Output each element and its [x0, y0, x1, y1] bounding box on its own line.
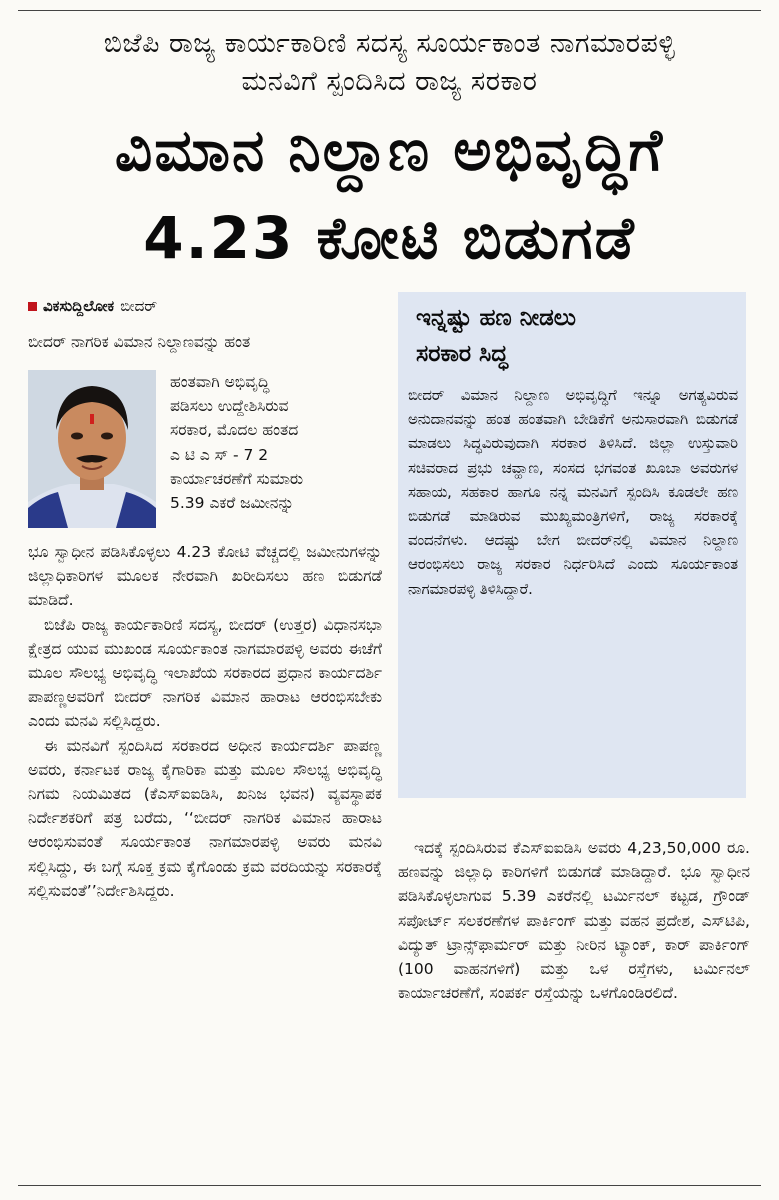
lead-wrap-line: ಎ ಟಿ ಎ ಸ್ - 7 2 — [170, 445, 269, 464]
paragraph-3: ಈ ಮನವಿಗೆ ಸ್ಪಂದಿಸಿದ ಸರಕಾರದ ಅಧೀನ ಕಾರ್ಯದರ್ಶಿ ಪಾಪಣ್ಣ ಅವರು, ಕರ್ನಾಟಕ ರಾಜ್ಯ ಕೈಗಾರಿಕಾ ಮತ್ತು ಮೂಲ ಸೌಲಭ್ಯ ಅಭಿವೃದ್ಧಿ ನಿಗಮ ನಿಯಮಿತದ (ಕೆಎಸ್ಐಐಡಿಸಿ, ಖನಿಜ ಭವನ) ವ್ಯವಸ್ಥಾಪಕ ನಿರ್ದೇಶಕರಿಗೆ ಪತ್ರ ಬರೆದು, ‘‘ಬೀದರ್ ನಾಗರಿಕ ವಿಮಾನ ಹಾರಾಟ ಆರಂಭಿಸುವಂತೆ ಸೂರ್ಯಕಾಂತ ನಾಗಮಾರಪಳ್ಳಿ ಅವರು ಮನವಿ ಸಲ್ಲಿಸಿದ್ದು, ಈ ಬಗ್ಗೆ ಸೂಕ್ತ ಕ್ರಮ ಕೈಗೊಂಡು ಕ್ರಮ ವರದಿಯನ್ನು ಸರಕಾರಕ್ಕೆ ಸಲ್ಲಿಸುವಂತೆ’’ನಿರ್ದೇಶಿಸಿದ್ದರು. — [28, 736, 382, 900]
sidebar-title-line-2: ಸರಕಾರ ಸಿದ್ಧ — [416, 341, 508, 367]
portrait-photo — [28, 370, 156, 528]
lead-wrap-line: ಸರಕಾರ, ಮೊದಲ ಹಂತದ — [170, 421, 299, 440]
lead-wrap-line: ಪಡಿಸಲು ಉದ್ದೇಶಿಸಿರುವ — [170, 397, 289, 416]
byline — [28, 296, 157, 316]
bullet-square-icon — [28, 302, 37, 311]
left-column-body — [28, 540, 382, 903]
lead-first-line: ಬೀದರ್ ನಾಗರಿಕ ವಿಮಾನ ನಿಲ್ದಾಣವನ್ನು ಹಂತ — [28, 333, 251, 351]
sidebar-title — [416, 300, 736, 372]
kicker-line-2: ಮನವಿಗೆ ಸ್ಪಂದಿಸಿದ ರಾಜ್ಯ ಸರಕಾರ — [241, 66, 538, 97]
right-column-body — [398, 836, 750, 1005]
paragraph-4: ಇದಕ್ಕೆ ಸ್ಪಂದಿಸಿರುವ ಕೆಎಸ್ಐಐಡಿಸಿ ಅವರು 4,23,50,000 ರೂ. ಹಣವನ್ನು ಜಿಲ್ಲಾಧಿ ಕಾರಿಗಳಿಗೆ ಬಿಡುಗಡೆ ಮಾಡಿದ್ದಾರೆ. ಭೂ ಸ್ವಾಧೀನ ಪಡಿಸಿಕೊಳ್ಳಲಾಗುವ 5.39 ಎಕರೆನಲ್ಲಿ ಟರ್ಮಿನಲ್ ಕಟ್ಟಡ, ಗ್ರೌಂಡ್ ಸಪೋರ್ಟ್ ಸಲಕರಣೆಗಳ ಪಾರ್ಕಿಂಗ್ ಮತ್ತು ವಹನ ಪ್ರದೇಶ, ಎಸ್‌ಟಿಪಿ, ವಿದ್ಯುತ್ ಟ್ರಾನ್ಸ್‌ಫಾರ್ಮರ್ ಮತ್ತು ನೀರಿನ ಟ್ಯಾಂಕ್, ಕಾರ್ ಪಾರ್ಕಿಂಗ್ (100 ವಾಹನಗಳಿಗೆ) ಮತ್ತು ಒಳ ರಸ್ತೆಗಳು, ಟರ್ಮಿನಲ್ ಕಾರ್ಯಾಚರಣೆಗೆ, ಸಂಪರ್ಕ ರಸ್ತೆಯನ್ನು ಒಳಗೊಂಡಿರಲಿದೆ. — [398, 839, 750, 1003]
headline-line-1: ವಿಮಾನ ನಿಲ್ದಾಣ ಅಭಿವೃದ್ಧಿಗೆ — [114, 116, 665, 184]
lead-wrap-line: ಕಾರ್ಯಾಚರಣೆಗೆ ಸುಮಾರು — [170, 469, 304, 488]
lead-wrapped-lines — [170, 370, 382, 515]
kicker-line-1: ಬಿಜೆಪಿ ರಾಜ್ಯ ಕಾರ್ಯಕಾರಿಣಿ ಸದಸ್ಯ ಸೂರ್ಯಕಾಂತ ನಾಗಮಾರಪಳ್ಳಿ — [103, 28, 676, 59]
lead-paragraph-rest: ಭೂ ಸ್ವಾಧೀನ ಪಡಿಸಿಕೊಳ್ಳಲು 4.23 ಕೋಟಿ ವೆಚ್ಚದಲ್ಲಿ ಜಮೀನುಗಳನ್ನು ಜಿಲ್ಲಾಧಿಕಾರಿಗಳ ಮೂಲಕ ನೇರವಾಗಿ ಖರೀದಿಸಲು ಹಣ ಬಿಡುಗಡೆ ಮಾಡಿದೆ. — [28, 543, 382, 610]
lead-wrap-line: 5.39 ಎಕರೆ ಜಮೀನನ್ನು — [170, 493, 295, 512]
paragraph-2: ಬಿಜೆಪಿ ರಾಜ್ಯ ಕಾರ್ಯಕಾರಿಣಿ ಸದಸ್ಯ, ಬೀದರ್ (ಉತ್ತರ) ವಿಧಾನಸಭಾ ಕ್ಷೇತ್ರದ ಯುವ ಮುಖಂಡ ಸೂರ್ಯಕಾಂತ ನಾಗಮಾರಪಳ್ಳಿ ಅವರು ಈಚೆಗೆ ಮೂಲ ಸೌಲಭ್ಯ ಅಭಿವೃದ್ಧಿ ಇಲಾಖೆಯ ಸರಕಾರದ ಪ್ರಧಾನ ಕಾರ್ಯದರ್ಶಿ ಪಾಪಣ್ಣಅವರಿಗೆ ಬೀದರ್ ನಾಗರಿಕ ವಿಮಾನ ಹಾರಾಟ ಆರಂಭಿಸಬೇಕು ಎಂದು ಮನವಿ ಸಲ್ಲಿಸಿದ್ದರು. — [28, 615, 382, 731]
lead-wrap-line: ಹಂತವಾಗಿ ಅಭಿವೃದ್ಧಿ — [170, 373, 270, 391]
byline-brand: ವಿಕಸುದ್ದಿಲೋಕ — [43, 297, 115, 315]
sidebar-body: ಬೀದರ್ ವಿಮಾನ ನಿಲ್ದಾಣ ಅಭಿವೃದ್ಧಿಗೆ ಇನ್ನೂ ಅಗತ್ಯವಿರುವ ಅನುದಾನವನ್ನು ಹಂತ ಹಂತವಾಗಿ ಬೇಡಿಕೆಗೆ ಅನುಸಾರವಾಗಿ ಬಿಡುಗಡೆ ಮಾಡಲು ಸಿದ್ಧವಿರುವುದಾಗಿ ಸರಕಾರ ತಿಳಿಸಿದೆ. ಜಿಲ್ಲಾ ಉಸ್ತುವಾರಿ ಸಚಿವರಾದ ಪ್ರಭು ಚವ್ಹಾಣ, ಸಂಸದ ಭಗವಂತ ಖೂಬಾ ಅವರುಗಳ ಸಹಾಯ, ಸಹಕಾರ ಹಾಗೂ ನನ್ನ ಮನವಿಗೆ ಸ್ಪಂದಿಸಿ ಕೂಡಲೇ ಹಣ ಬಿಡುಗಡೆ ಮಾಡಿರುವ ಮುಖ್ಯಮಂತ್ರಿಗಳಿಗೆ, ರಾಜ್ಯ ಸರಕಾರಕ್ಕೆ ವಂದನೆಗಳು. ಆದಷ್ಟು ಬೇಗ ಬೀದರ್‌ನಲ್ಲಿ ವಿಮಾನ ನಿಲ್ದಾಣ ಆರಂಭಿಸಲು ರಾಜ್ಯ ಸರಕಾರ ನಿರ್ಧರಿಸಿದೆ ಎಂದು ಸೂರ್ಯಕಾಂತ ನಾಗಮಾರಪಳ್ಳಿ ತಿಳಿಸಿದ್ದಾರೆ. — [408, 387, 738, 598]
sidebar-title-line-1: ಇನ್ನಷ್ಟು ಹಣ ನೀಡಲು — [416, 305, 576, 331]
top-rule — [18, 10, 761, 11]
byline-place: ಬೀದರ್ — [120, 297, 158, 315]
headline-line-2: 4.23 ಕೋಟಿ ಬಿಡುಗಡೆ — [143, 204, 636, 272]
bottom-rule — [18, 1185, 761, 1186]
portrait-illustration — [28, 370, 156, 528]
